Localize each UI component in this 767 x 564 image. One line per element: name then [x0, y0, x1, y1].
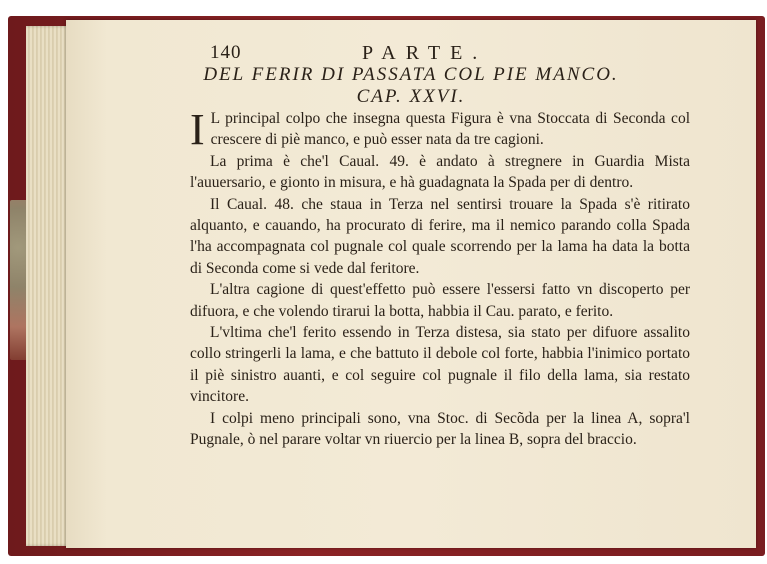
- paragraph-4: L'altra cagione di quest'effetto può essere l'essersi fatto vn discoperto per difuora, e che volendo tirarui la botta, habbia il Cau. parato, e ferito.: [190, 281, 690, 320]
- book-page: [66, 20, 756, 548]
- drop-cap: I: [190, 105, 205, 154]
- chapter-title: DEL FERIR DI PASSATA COL PIE MANCO.: [203, 64, 619, 85]
- paragraph-1: [190, 105, 690, 154]
- paragraph-2: La prima è che'l Caual. 49. è andato à stregnere in Guardia Mista l'auuersario, e gionto in misura, e hà guadagnata la Spada per di dentro.: [190, 152, 690, 192]
- page-edges: [26, 26, 70, 546]
- running-header: [66, 42, 756, 66]
- paragraph-3: Il Caual. 48. che staua in Terza nel sentirsi trouare la Spada s'è ritirato alquanto, e cauando, ha procurato di ferire, ma il nemico parando colla Spada l'ha accompagnata col pugnale col quale scorrendo per la lama ha data la botta di Seconda come si vede dal feritore.: [190, 195, 690, 277]
- page-number: 140: [210, 42, 242, 63]
- paragraph-6: I colpi meno principali sono, vna Stoc. di Secõda per la linea A, sopra'l Pugnale, ò nel parare voltar vn riuercio per la linea B, sopra del braccio.: [190, 409, 690, 449]
- chapter-body: [190, 105, 690, 451]
- chapter-number: CAP. XXVI.: [356, 86, 466, 107]
- paragraph-5: L'vltima che'l ferito essendo in Terza distesa, sia stato per difuore assalito collo stringerli la lama, e che battuto il debole col forte, habbia l'inimico portato il piè sinistro auanti, e col seguire col pugnale il filo della lama, sia restato vincitore.: [190, 324, 690, 406]
- paragraph-text: L principal colpo che insegna questa Figura è vna Stoccata di Seconda col crescere di piè manco, e può esser nata da tre cagioni.: [210, 110, 690, 149]
- part-label: PARTE.: [362, 42, 488, 64]
